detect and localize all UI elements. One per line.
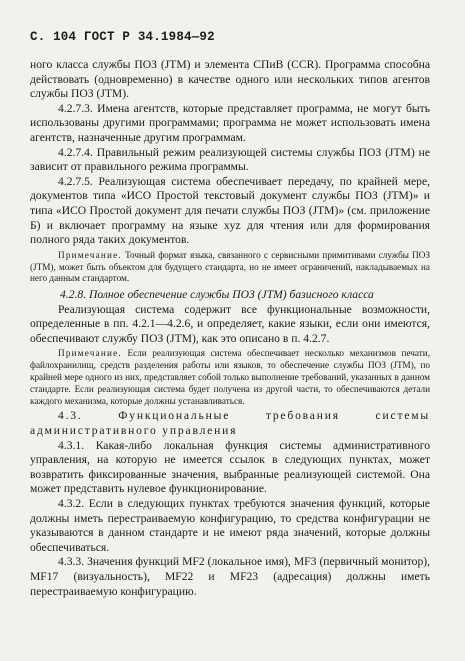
clause-4-3-1: 4.3.1. Какая-либо локальная функция системы административного управления, на которую не имеется ссылок в следующих пунктах, может возвратить фиксированные значения, выбранные реализующей системой. Она может представить нулевое функционирование. (30, 438, 430, 496)
paragraph-continuation: ного класса службы ПОЗ (JTM) и элемента СПиВ (CCR). Программа способна действовать (одновременно) в качестве одного или нескольких типов агентов службы ПОЗ (JTM). (30, 58, 430, 101)
note-2-text: Если реализующая система обеспечивает несколько механизмов печати, файлохранилищ, средств разделения работы или языков, то обеспечение службы ПОЗ (JTM), по крайней мере одного из них, представляет собой только выполнение требований, указанных в данном стандарте. Если реализующая система будет получена из другой части, то обеспечиваются детали каждого механизма, которые должны устанавливаться. (30, 348, 430, 406)
clause-4-3-2: 4.3.2. Если в следующих пунктах требуются значения функций, которые должны иметь перестраиваемую конфигурацию, то средства конфигурации не указываются в данном стандарте и не имеют ряда значений, которые должны обеспечиваться. (30, 497, 430, 554)
note-1 (30, 250, 430, 285)
section-4-3-heading: 4.3. Функциональные требования системы административного управления (30, 409, 430, 438)
note-1-label: Примечание. (58, 249, 122, 260)
page-header: С. 104 ГОСТ Р 34.1984—92 (30, 30, 215, 44)
section-4-2-8-heading: 4.2.8. Полное обеспечение службы ПОЗ (JTM) базисного класса (60, 288, 374, 302)
note-2 (30, 348, 430, 407)
clause-4-2-7-4: 4.2.7.4. Правильный режим реализующей системы службы ПОЗ (JTM) не зависит от правильного режима программы. (30, 145, 430, 174)
clause-4-3-3: 4.3.3. Значения функций MF2 (локальное имя), MF3 (первичный монитор), MF17 (визуальность), MF22 и MF23 (адресация) должны иметь перестраиваемую конфигурацию. (30, 555, 430, 598)
clause-4-2-7-5: 4.2.7.5. Реализующая система обеспечивает передачу, по крайней мере, документов типа «ИСО Простой текстовый документ службы ПОЗ (JTM)» и типа «ИСО Простой документ для печати службы ПОЗ (JTM)» (см. приложение Б) и включает программу на языке xyz для чтения или для формирования полного ряда таких документов. (30, 174, 430, 247)
note-2-label: Примечание. (58, 348, 122, 359)
clause-4-2-7-3: 4.2.7.3. Имена агентств, которые представляет программа, не могут быть использованы другими программами; программа не может использовать имена агентств, назначенные другим программам. (30, 101, 430, 144)
clause-4-2-8-text: Реализующая система содержит все функциональные возможности, определенные в пп. 4.2.1—4.2.6, и определяет, какие языки, если они имеются, обеспечивают службу ПОЗ (JTM), как это описано в п. 4.2.7. (30, 302, 430, 345)
document-body (30, 58, 430, 599)
note-1-text: Точный формат языка, связанного с сервисными примитивами службы ПОЗ (JTM), может быть объектом для будущего стандарта, но не имеет ограничений, накладываемых на него данным стандартом. (30, 249, 430, 284)
